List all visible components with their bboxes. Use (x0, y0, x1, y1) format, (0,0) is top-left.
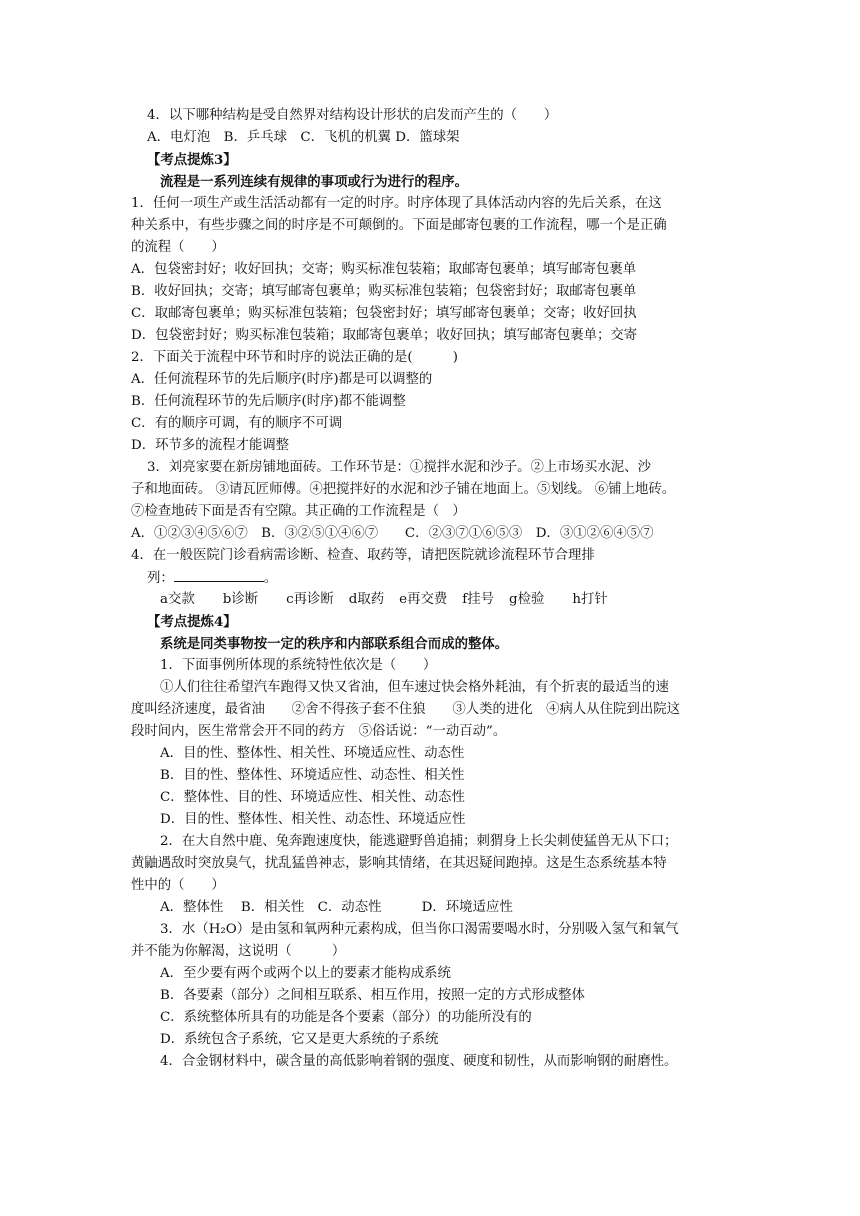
answer-options: A．①②③④⑤⑥⑦ B．③②⑤①④⑥⑦ C．②③⑦①⑥⑤③ D．③①②⑥④⑤⑦ (131, 526, 654, 541)
answer-option: D．系统包含子系统，它又是更大系统的子系统 (160, 1032, 439, 1047)
hospital-option: h打针 (572, 592, 608, 607)
answer-option: B．收好回执；交寄；填写邮寄包裹单；购买标准包装箱；包袋密封好；取邮寄包裹单 (131, 284, 637, 299)
hospital-option: g检验 (509, 592, 545, 607)
answer-option: A．任何流程环节的先后顺序(时序)都是可以调整的 (131, 372, 433, 387)
question-text: 段时间内，医生常常会开不同的药方 ⑤俗话说：“一动百动”。 (131, 724, 507, 739)
question-text: 种关系中，有些步骤之间的时序是不可颠倒的。下面是邮寄包裹的工作流程，哪一个是正确 (131, 218, 667, 233)
question-prefix: 列： (147, 571, 174, 586)
answer-blank (174, 567, 264, 582)
question-text: 2．下面关于流程中环节和时序的说法正确的是( ) (131, 350, 458, 365)
question-text: 1．下面事例所体现的系统特性依次是（ ） (160, 658, 437, 673)
answer-option: A．至少要有两个或两个以上的要素才能构成系统 (160, 966, 451, 981)
question-text: 度叫经济速度，最省油 ②舍不得孩子套不住狼 ③人类的进化 ④病人从住院到出院这 (131, 702, 681, 717)
question-text: 性中的（ ） (131, 878, 225, 893)
question-text: 1．任何一项生产或生活活动都有一定的时序。时序体现了具体活动内容的先后关系，在这 (131, 196, 662, 211)
question-text: 4．以下哪种结构是受自然界对结构设计形状的启发而产生的（ ） (147, 108, 558, 123)
answer-option: D．环节多的流程才能调整 (131, 438, 290, 453)
question-text: 并不能为你解渴，这说明（ ） (131, 944, 346, 959)
question-text-cont (131, 567, 737, 589)
section-heading: 【考点提炼4】 (147, 614, 237, 630)
question-text: 2．在大自然中鹿、兔奔跑速度快，能逃避野兽追捕；刺猬身上长尖刺使猛兽无从下口； (160, 834, 678, 849)
hospital-option: d取药 (348, 592, 385, 607)
document-body (131, 105, 737, 1073)
hospital-option: f挂号 (462, 592, 495, 607)
answer-option: A．目的性、整体性、相关性、环境适应性、动态性 (160, 746, 465, 761)
answer-option: D．包袋密封好；购买标准包装箱；取邮寄包裹单；收好回执；填写邮寄包裹单；交寄 (131, 328, 638, 343)
question-suffix: 。 (263, 571, 278, 586)
hospital-option: b诊断 (222, 592, 259, 607)
section-definition: 流程是一系列连续有规律的事项或行为进行的程序。 (160, 174, 468, 190)
question-text: 子和地面砖。 ③请瓦匠师傅。④把搅拌好的水泥和沙子铺在地面上。⑤划线。 ⑥铺上地砖。 (131, 482, 676, 497)
answer-option: B．任何流程环节的先后顺序(时序)都不能调整 (131, 394, 406, 409)
answer-option: D．目的性、整体性、相关性、动态性、环境适应性 (160, 812, 466, 827)
hospital-option: c再诊断 (286, 592, 334, 607)
question-text: 的流程（ ） (131, 240, 225, 255)
question-text: 3．水（H₂O）是由氢和氧两种元素构成，但当你口渴需要喝水时，分别吸入氢气和氧气 (160, 922, 679, 937)
question-text: 4．合金钢材料中，碳含量的高低影响着钢的强度、硬度和韧性，从而影响钢的耐磨性。 (160, 1054, 678, 1069)
section-definition: 系统是同类事物按一定的秩序和内部联系组合而成的整体。 (160, 636, 509, 652)
answer-option: C．系统整体所具有的功能是各个要素（部分）的功能所没有的 (160, 1010, 532, 1025)
question-text: 4．在一般医院门诊看病需诊断、检查、取药等，请把医院就诊流程环节合理排 (131, 548, 595, 563)
question-text: 黄鼬遇敌时突放臭气，扰乱猛兽神志，影响其情绪，在其迟疑间跑掉。这是生态系统基本特 (131, 856, 667, 871)
question-text: ①人们往往希望汽车跑得又快又省油，但车速过快会格外耗油，有个折衷的最适当的速 (160, 680, 669, 695)
answer-option: C．有的顺序可调，有的顺序不可调 (131, 416, 343, 431)
answer-option: A．包袋密封好；收好回执；交寄；购买标准包装箱；取邮寄包裹单；填写邮寄包裹单 (131, 262, 637, 277)
answer-option: C．整体性、目的性、环境适应性、相关性、动态性 (160, 790, 465, 805)
hospital-option: a交款 (160, 592, 195, 607)
answer-options: A．电灯泡 B．乒乓球 C．飞机的机翼 D．篮球架 (147, 130, 460, 145)
section-heading: 【考点提炼3】 (147, 152, 237, 168)
question-text: ⑦检查地砖下面是否有空隙。其正确的工作流程是（ ） (131, 504, 466, 519)
answer-option: B．目的性、整体性、环境适应性、动态性、相关性 (160, 768, 465, 783)
question-text: 3．刘亮家要在新房铺地面砖。工作环节是：①搅拌水泥和沙子。②上市场买水泥、沙 (147, 460, 651, 475)
hospital-option: e再交费 (399, 592, 448, 607)
hospital-options (131, 589, 737, 611)
answer-option: C．取邮寄包裹单；购买标准包装箱；包袋密封好；填写邮寄包裹单；交寄；收好回执 (131, 306, 637, 321)
answer-option: B．各要素（部分）之间相互联系、相互作用，按照一定的方式形成整体 (160, 988, 585, 1003)
answer-options: A．整体性 B．相关性 C．动态性 D．环境适应性 (160, 900, 513, 915)
